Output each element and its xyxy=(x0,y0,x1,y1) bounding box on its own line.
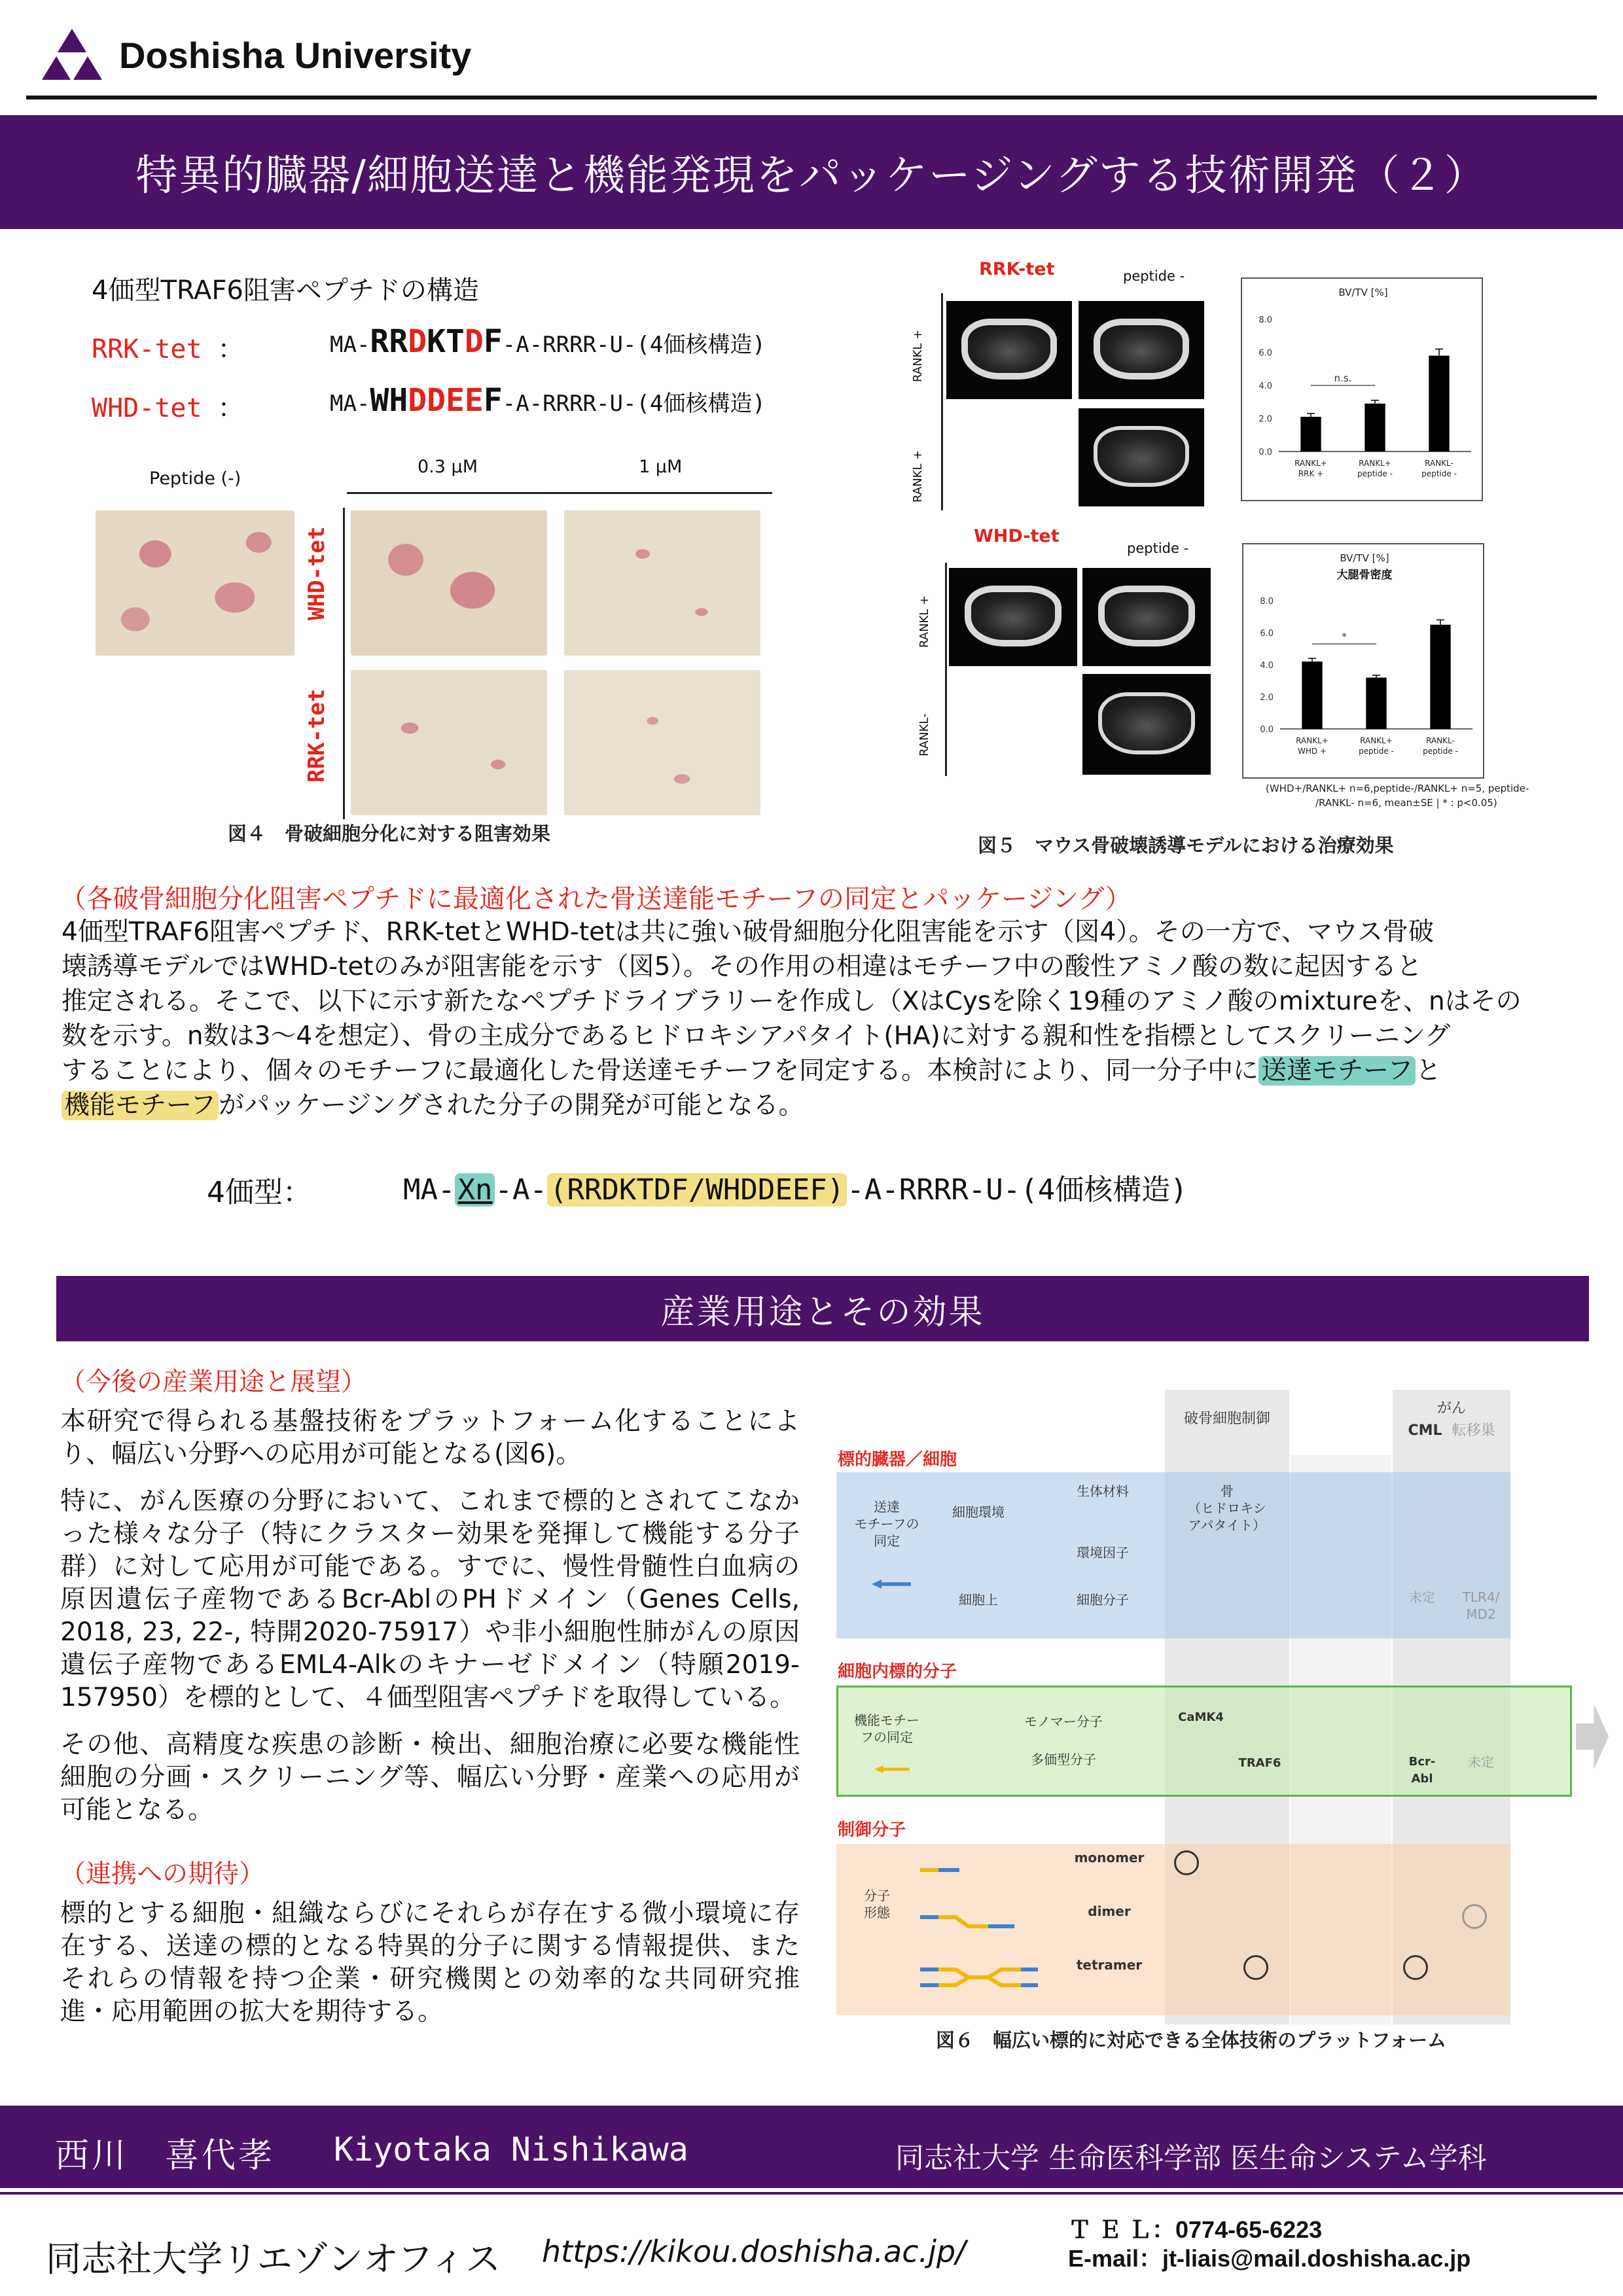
bone-l3: アパタイト） xyxy=(1188,1517,1266,1533)
fig5-rrk-label: RRK-tet xyxy=(979,259,1055,279)
tetra-mol: 多価型分子 xyxy=(1031,1752,1096,1767)
whd-prefix: MA- xyxy=(330,391,370,417)
y-tick-label: 8.0 xyxy=(1260,597,1274,607)
bvtv-chart-whd-svg xyxy=(1243,544,1486,780)
y-tick-label: 0.0 xyxy=(1260,725,1274,735)
delivery-motif-highlight: 送達モチーフ xyxy=(1258,1056,1416,1086)
formula xyxy=(403,1166,1188,1208)
tlr4-l1: TLR4/ xyxy=(1462,1589,1500,1605)
footer-rule xyxy=(0,2192,1623,2195)
traf6: TRAF6 xyxy=(1238,1756,1281,1770)
header-rule xyxy=(26,96,1597,99)
fig4-row-rrk: RRK-tet xyxy=(304,688,330,783)
y-tick-label: 6.0 xyxy=(1258,348,1272,359)
y-tick-label: 2.0 xyxy=(1260,693,1274,703)
micrograph-rrk-1 xyxy=(564,670,760,815)
y-tick-label: 4.0 xyxy=(1260,661,1274,671)
email-value[interactable]: jt-liais@mail.doshisha.ac.jp xyxy=(1162,2245,1471,2272)
fig6-col-cml-text: CML xyxy=(1408,1422,1442,1439)
formula-prefix: MA- xyxy=(403,1173,455,1207)
x-tick-label-2-b: peptide - xyxy=(1421,469,1457,478)
x-tick-label-0: RANKL+ xyxy=(1294,459,1327,468)
collab-heading: （連携への期待） xyxy=(60,1860,265,1889)
collab-p: 標的とする細胞・組織ならびにそれらが存在する微小環境に存在する、送達の標的となる特異的分子に関する情報提供、またそれらの情報を持つ企業・研究機関との効率的な共同研究推進・応用範囲の拡大を期待する。 xyxy=(60,1899,800,2026)
bvtv-chart-whd xyxy=(1242,543,1484,779)
fig4-caption: 図４ 骨破細胞分化に対する阻害効果 xyxy=(228,822,551,845)
para-line-6 xyxy=(62,1088,1580,1123)
para-line-5c: と xyxy=(1416,1056,1442,1086)
x-tick-label-1-b: peptide - xyxy=(1357,469,1393,478)
fig5-peptide-minus-1: peptide - xyxy=(1123,268,1185,284)
formula-linker: -A- xyxy=(495,1173,547,1207)
office-name: 同志社大学リエゾンオフィス xyxy=(46,2238,501,2280)
fig6-caption: 図６ 幅広い標的に対応できる全体技術のプラットフォーム xyxy=(936,2029,1447,2051)
bone-target xyxy=(1165,1483,1289,1534)
undecided-intra: 未定 xyxy=(1468,1754,1494,1770)
para-line-6b: がパッケージングされた分子の開発が可能となる。 xyxy=(219,1091,804,1120)
deliv-l2: モチーフの xyxy=(854,1516,919,1532)
title-banner xyxy=(0,115,1623,229)
form-l2: 形態 xyxy=(864,1905,890,1920)
rrk-line xyxy=(92,323,877,366)
fig5-rankl-minus: RANKL- xyxy=(918,713,931,756)
intra-panel xyxy=(836,1686,1572,1797)
bar-1 xyxy=(1364,404,1385,451)
whd-sequence xyxy=(330,382,766,419)
form-label xyxy=(844,1887,910,1921)
fig6-col-bone: 破骨細胞制御 xyxy=(1183,1411,1270,1427)
y-tick-label: 4.0 xyxy=(1258,381,1272,391)
bar-0 xyxy=(1300,417,1321,451)
fig4-col-03: 0.3 μM xyxy=(418,457,478,477)
para-line-1: 4価型TRAF6阻害ペプチド、RRK-tetとWHD-tetは共に強い破骨細胞分化阻害能を示す（図4）。その一方で、マウス骨破 xyxy=(62,917,1434,947)
deliv-l1: 送達 xyxy=(874,1499,900,1515)
ct-rankl-minus-2 xyxy=(1082,674,1211,775)
whd-core: WHDDEEF xyxy=(370,382,503,419)
mark-undecided-dimer-icon xyxy=(1462,1904,1487,1929)
fig5-caption: 図５ マウス骨破壊誘導モデルにおける治療効果 xyxy=(978,834,1394,857)
formula-suffix: -A-RRRR-U-(4価核構造) xyxy=(847,1173,1188,1207)
rrk-colon: ： xyxy=(217,334,244,364)
tri-logo-icon xyxy=(37,26,107,89)
cell-on: 細胞上 xyxy=(959,1592,998,1608)
rrk-prefix: MA- xyxy=(330,332,370,358)
author-en: Kiyotaka Nishikawa xyxy=(334,2130,688,2168)
logo xyxy=(37,26,107,89)
ct-rankl-minus-1 xyxy=(1079,408,1204,506)
y-tick-label: 8.0 xyxy=(1258,315,1272,325)
y-tick-label: 0.0 xyxy=(1258,448,1272,457)
para-line-3: 推定される。そこで、以下に示す新たなペプチドライブラリーを作成し（XはCysを除く19種のアミノ酸のmixtureを、nはその xyxy=(62,987,1522,1016)
outlook-p1: 本研究で得られる基盤技術をプラットフォーム化することにより、幅広い分野への応用が可能となる(図6)。 xyxy=(60,1407,800,1469)
para-line-4: 数を示す。n数は3〜4を想定）、骨の主成分であるヒドロキシアパタイト(HA)に対する親和性を指標としてスクリーニング xyxy=(62,1021,1451,1051)
molecule-forms-icon xyxy=(910,1852,1041,2009)
tel-label: Ｔ Ｅ Ｌ： xyxy=(1068,2216,1176,2243)
micrograph-whd-1 xyxy=(564,510,760,656)
env-factor: 環境因子 xyxy=(1077,1545,1129,1561)
significance-label: * xyxy=(1342,631,1347,643)
x-tick-label-2: RANKL- xyxy=(1426,736,1455,745)
micrograph-rrk-03 xyxy=(351,670,547,815)
email-label: E-mail： xyxy=(1068,2245,1163,2272)
fig5-divider-2 xyxy=(945,563,947,776)
section2-banner xyxy=(56,1276,1589,1341)
fig6-sec-control: 制御分子 xyxy=(838,1820,906,1840)
author-jp: 西川 喜代孝 xyxy=(55,2136,276,2176)
outlook-p2: 特に、がん医療の分野において、これまで標的とされてこなかった様々な分子（特にクラスター効果を発揮して機能する分子群）に対して応用が可能である。すでに、慢性骨髄性白血病の原因遺伝子産物であるBcr-AblのPHドメイン（Genes Cells, 2018, 23, 22-, 特開2020-75917）や非小細胞性肺がんの原因遺伝子産物であるEML4-Alkのキナーゼドメイン（特願2019-157950）を標的として、４価型阻害ペプチドを取得している。 xyxy=(60,1487,800,1712)
fig5-whd-label: WHD-tet xyxy=(974,526,1060,546)
fig5-rankl-plus-1: RANKL + xyxy=(911,329,925,382)
para-line-5 xyxy=(62,1053,1580,1088)
mark-traf6-tetramer-icon xyxy=(1243,1955,1268,1980)
func-label xyxy=(844,1712,929,1746)
office-url-link[interactable]: https://kikou.doshisha.ac.jp/ xyxy=(542,2234,966,2269)
section1-paragraph xyxy=(62,915,1580,1123)
micrograph-whd-03 xyxy=(351,510,547,656)
fig6-col-cancer: がん xyxy=(1436,1400,1466,1417)
function-motif-highlight: 機能モチーフ xyxy=(62,1091,219,1120)
func-l1: 機能モチー xyxy=(854,1712,919,1728)
bcr-l1: Bcr- xyxy=(1408,1755,1436,1769)
fig5-rankl-plus-3: RANKL + xyxy=(918,595,931,648)
bone-l1: 骨 xyxy=(1221,1483,1234,1499)
rrk-suffix: -A-RRRR-U-(4価核構造) xyxy=(502,332,766,358)
tlr4-l2: MD2 xyxy=(1466,1606,1496,1622)
monomer: monomer xyxy=(1074,1850,1145,1865)
section2-left-col xyxy=(60,1366,800,2028)
dimer: dimer xyxy=(1088,1903,1131,1919)
func-l2: フの同定 xyxy=(861,1729,913,1745)
fig4-col-peptide: Peptide (-) xyxy=(149,468,241,489)
bar-0 xyxy=(1302,662,1322,729)
whd-colon: ： xyxy=(217,393,244,423)
whd-name: WHD-tet xyxy=(92,393,202,423)
fig4-col-1: 1 μM xyxy=(639,457,683,477)
y-tick-label: 2.0 xyxy=(1258,414,1272,425)
formula-core: (RRDKTDF/WHDDEEF) xyxy=(547,1173,847,1207)
ct-peptide-minus-1 xyxy=(1079,301,1204,399)
biomaterial: 生体材料 xyxy=(1077,1483,1129,1499)
deliv-label xyxy=(844,1498,929,1549)
undecided-target: 未定 xyxy=(1409,1589,1435,1605)
bar-2 xyxy=(1429,356,1449,451)
outlook-heading: （今後の産業用途と展望） xyxy=(60,1368,367,1397)
outlook-p3: その他、高精度な疾患の診断・検出、細胞治療に必要な機能性細胞の分画・スクリーニング等、幅広い分野・産業への応用が可能となる。 xyxy=(60,1730,800,1825)
contact-email xyxy=(1068,2240,1471,2274)
ct-rrk-plus xyxy=(946,301,1072,399)
chart-title: BV/TV [%] xyxy=(1338,287,1388,298)
whd-suffix: -A-RRRR-U-(4価核構造) xyxy=(502,391,766,417)
camk4: CaMK4 xyxy=(1178,1710,1224,1724)
university-name: Doshisha University xyxy=(119,35,472,76)
micrograph-peptide-minus xyxy=(96,510,294,656)
rrk-name: RRK-tet xyxy=(92,334,202,364)
form-l1: 分子 xyxy=(864,1888,890,1903)
para-line-5a: することにより、個々のモチーフに最適化した骨送達モチーフを同定する。本検討により、同一分子中に xyxy=(62,1056,1259,1086)
bone-l2: （ヒドロキシ xyxy=(1188,1500,1266,1516)
cell-env: 細胞環境 xyxy=(952,1504,1005,1520)
section2-title: 産業用途とその効果 xyxy=(660,1292,985,1332)
fig6-sec-target: 標的臓器／細胞 xyxy=(838,1450,957,1470)
chart-subtitle: 大腿骨密度 xyxy=(1336,569,1393,582)
tel-value: 0774-65-6223 xyxy=(1175,2216,1323,2243)
fig6 xyxy=(825,1383,1607,2051)
para-line-2: 壊誘導モデルではWHD-tetのみが阻害能を示す（図5）。その作用の相違はモチーフ中の酸性アミノ酸の数に起因すると xyxy=(62,952,1422,981)
fig6-sec-intra: 細胞内標的分子 xyxy=(838,1662,957,1682)
bcr-abl xyxy=(1393,1754,1452,1788)
whd-line xyxy=(92,382,877,425)
fig5-footnote-2: /RANKL- n=6, mean±SE | * : p<0.05) xyxy=(1315,797,1497,809)
x-tick-label-1: RANKL+ xyxy=(1360,736,1393,745)
fig5-footnote-1: (WHD+/RANKL+ n=6,peptide-/RANKL+ n=5, peptide- xyxy=(1266,783,1529,794)
mark-bcr-tetramer-icon xyxy=(1403,1955,1428,1980)
affiliation: 同志社大学 生命医科学部 医生命システム学科 xyxy=(895,2142,1487,2175)
fig5-divider-1 xyxy=(941,293,943,510)
section1-subheading: （各破骨細胞分化阻害ペプチドに最適化された骨送達能モチーフの同定とパッケージング） xyxy=(60,884,1132,914)
x-tick-label-2-b: peptide - xyxy=(1423,747,1458,756)
fig6-col-meta: 転移巣 xyxy=(1452,1422,1495,1439)
mark-camk4-monomer-icon xyxy=(1174,1850,1199,1875)
fig6-col-cml xyxy=(1393,1422,1510,1439)
x-tick-label-1: RANKL+ xyxy=(1359,459,1391,468)
x-tick-label-0-b: WHD + xyxy=(1298,747,1327,756)
bar-1 xyxy=(1366,678,1386,729)
chart-title: BV/TV [%] xyxy=(1340,552,1389,564)
deliv-l3: 同定 xyxy=(874,1533,900,1549)
monomer-mol: モノマー分子 xyxy=(1024,1714,1103,1729)
next-arrow-icon xyxy=(1576,1704,1609,1769)
author-bar xyxy=(0,2106,1623,2188)
bar-2 xyxy=(1430,625,1450,729)
x-tick-label-2: RANKL- xyxy=(1425,459,1454,468)
fig4-divider-left xyxy=(343,508,345,819)
fig4-divider-top xyxy=(347,492,772,494)
bvtv-chart-rrk-svg xyxy=(1242,279,1484,503)
formula-label: 4価型： xyxy=(207,1176,312,1209)
ct-whd-plus xyxy=(949,568,1077,666)
x-tick-label-0: RANKL+ xyxy=(1296,736,1329,745)
structure-heading: 4価型TRAF6阻害ペプチドの構造 xyxy=(92,275,479,306)
significance-label: n.s. xyxy=(1334,372,1352,384)
rrk-core: RRDKTDF xyxy=(370,323,503,360)
y-tick-label: 6.0 xyxy=(1260,629,1274,639)
fig5-peptide-minus-2: peptide - xyxy=(1127,540,1189,556)
x-tick-label-0-b: RRK + xyxy=(1298,469,1324,478)
fig5-rankl-plus-2: RANKL + xyxy=(911,450,925,503)
fig4-row-whd: WHD-tet xyxy=(304,526,330,620)
tlr4-target xyxy=(1452,1589,1510,1623)
rrk-sequence xyxy=(330,323,766,360)
bvtv-chart-rrk xyxy=(1241,277,1483,501)
bcr-l2: Abl xyxy=(1411,1772,1433,1786)
cell-mol: 細胞分子 xyxy=(1077,1592,1129,1608)
page-title: 特異的臓器/細胞送達と機能発現をパッケージングする技術開発（２） xyxy=(135,152,1488,200)
formula-xn: Xn xyxy=(455,1173,495,1207)
x-tick-label-1-b: peptide - xyxy=(1359,747,1394,756)
tetramer: tetramer xyxy=(1076,1957,1143,1973)
ct-peptide-minus-2 xyxy=(1082,568,1211,666)
